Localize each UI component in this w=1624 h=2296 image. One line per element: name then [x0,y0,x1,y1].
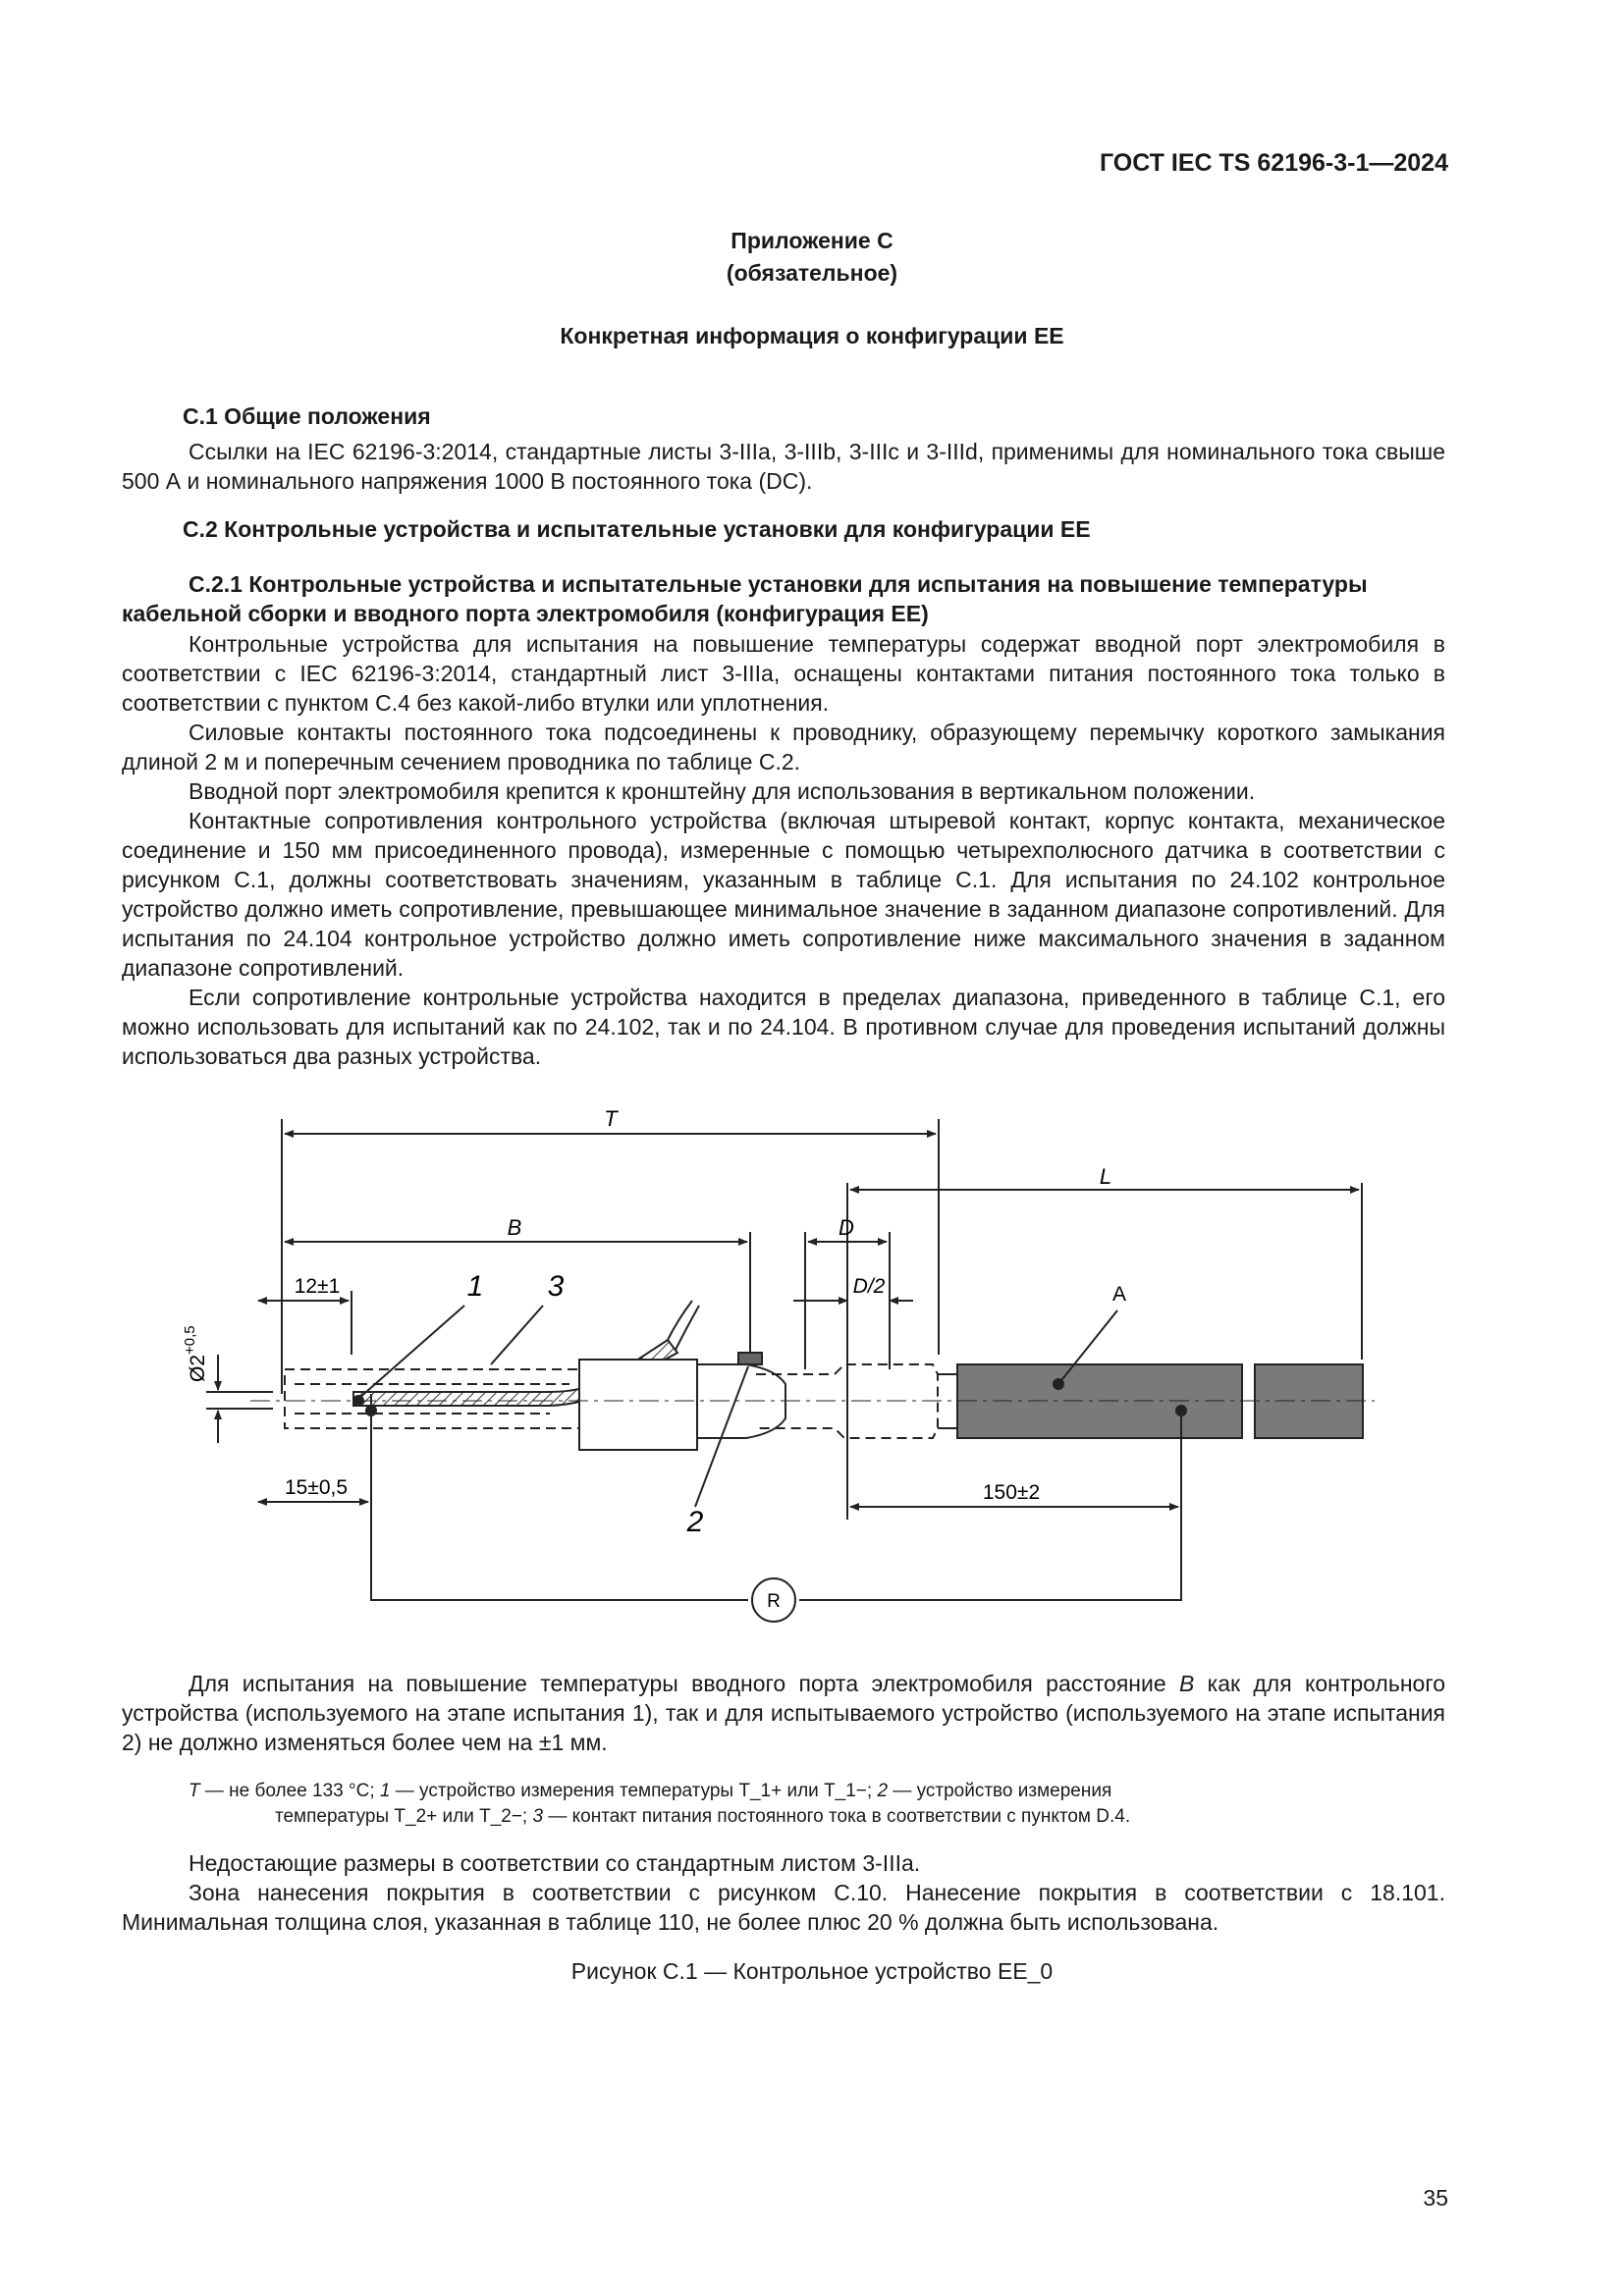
cable-marker [1053,1378,1064,1390]
paragraph-after-figure: Для испытания на повышение температуры вводного порта электромобиля расстояние B как для контрольного устройства (используемого на этапе испытания 1), так и для испытываемого устройство (используемого на этапе испытания 2) не должно изменяться более чем на ±1 мм. [122,1671,1446,1755]
label-l: L [1099,1164,1112,1189]
callout-3: 3 [547,1270,565,1303]
dim-diameter: Ø2 [187,1354,209,1382]
dim-12: 12±1 [294,1275,341,1298]
paragraph-c21-4: Контактные сопротивления контрольного устройства (включая штыревой контакт, корпус контакта, механическое соединение и 150 мм присоединенного провода), измеренные с помощью четырехполюсного датчика в соответствии с рисунком С.1, должны соответствовать значениям, указанным в таблице С.1. Для испытания по 24.102 контрольное устройство должно иметь сопротивление, превышающее минимальное значение в заданном диапазоне сопротивлений. Для испытания по 24.104 контрольное устройство должно иметь сопротивление ниже максимального значения в заданном диапазоне сопротивлений. [122,808,1445,981]
paragraph-c21-5: Если сопротивление контрольные устройства находится в пределах диапазона, приведенного в таблице С.1, его можно использовать для испытаний как по 24.102, так и по 24.104. В противном случае для проведения испытаний должны использоваться два разных устройства. [122,985,1445,1069]
figure-c1-diagram [182,1104,1434,1634]
label-r: R [767,1591,781,1612]
crimp-body [579,1360,697,1450]
label-a: A [1111,1283,1127,1306]
paragraph-missing-dimensions: Недостающие размеры в соответствии со стандартным листом 3-IIIa. [189,1850,921,1876]
annex-subject: Конкретная информация о конфигурации ЕЕ [560,323,1064,348]
annex-title: Приложение С [731,228,893,253]
page-number: 35 [1423,2185,1448,2211]
paragraph-c21-2: Силовые контакты постоянного тока подсоединены к проводнику, образующему перемычку короткого замыкания длиной 2 м и поперечным сечением проводника по таблице С.2. [122,720,1445,774]
figure-caption: Рисунок С.1 — Контрольное устройство ЕЕ_0 [570,1958,1054,1984]
annex-status: (обязательное) [726,260,898,286]
section-c1-title: С.1 Общие положения [183,403,431,429]
dim-diameter-tolerance: +0,5 [182,1325,198,1355]
dimension-diameter-label [182,1325,209,1382]
callout-2: 2 [686,1506,704,1538]
paragraph-c21-3: Вводной порт электромобиля крепится к кронштейну для использования в вертикальном положении. [189,778,1256,804]
leader-3 [491,1306,543,1364]
sensor-2-block [738,1353,762,1364]
measure-point-pin [365,1405,377,1416]
callout-1: 1 [466,1270,484,1303]
paragraph-coating: Зона нанесения покрытия в соответствии с рисунком С.10. Нанесение покрытия в соответствии с 18.101. Минимальная толщина слоя, указанная в таблице 110, не более плюс 20 % должна быть использована. [122,1880,1445,1935]
figure-legend: T — не более 133 °C; 1 — устройство измерения температуры T_1+ или T_1−; 2 — устройство измерения температуры T_2+ или T_2−; 3 — контакт питания постоянного тока в соответствии с пунктом D.4. [189,1781,1131,1827]
section-c1-text: Ссылки на IEC 62196-3:2014, стандартные листы 3-IIIa, 3-IIIb, 3-IIIc и 3-IIId, применимы для номинального тока свыше 500 А и номинального напряжения 1000 В постоянного тока (DC). [122,439,1445,494]
document-code: ГОСТ IEC TS 62196-3-1—2024 [1099,149,1448,177]
label-d: D [839,1215,854,1240]
measure-point-1 [352,1395,364,1407]
section-c21-title: С.2.1 Контрольные устройства и испытательные установки для испытания на повышение температуры кабельной сборки и вводного порта электромобиля (конфигурация ЕЕ) [122,571,1368,626]
variable-b: B [1178,1671,1195,1696]
measure-point-cable [1175,1405,1187,1416]
paragraph-c21-1: Контрольные устройства для испытания на повышение температуры содержат вводной порт электромобиля в соответствии с IEC 62196-3:2014, стандартный лист 3-IIIa, оснащены контактами питания постоянного тока только в соответствии с пунктом С.4 без какой-либо втулки или уплотнения. [122,631,1445,716]
dim-15: 15±0,5 [284,1476,349,1499]
section-c2-title: С.2 Контрольные устройства и испытательные установки для конфигурации ЕЕ [183,516,1091,542]
label-b: B [507,1215,522,1240]
wire-leads [668,1301,699,1350]
label-d2: D/2 [852,1275,886,1298]
label-t: T [604,1106,618,1131]
dim-150: 150±2 [982,1481,1041,1504]
